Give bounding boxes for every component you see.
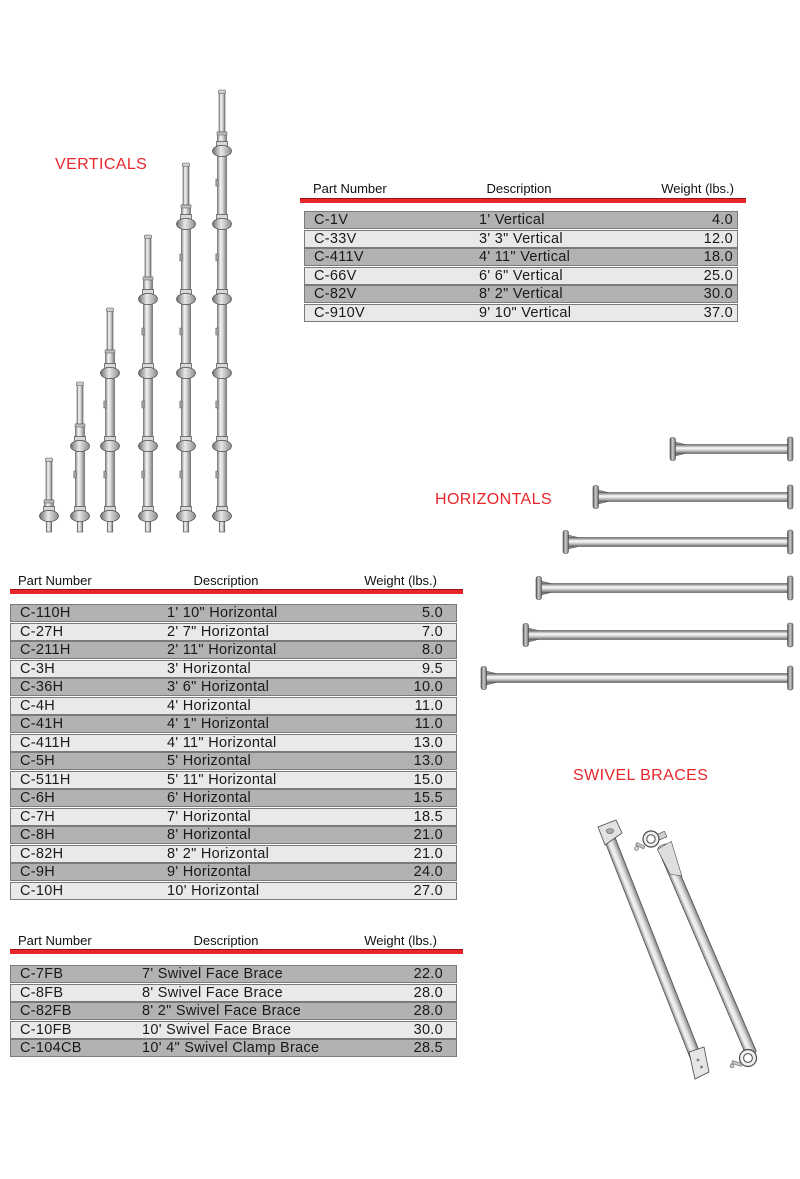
description-cell: 8' Swivel Face Brace bbox=[142, 984, 283, 1001]
description-cell: 9' 10" Vertical bbox=[479, 304, 572, 321]
weight-cell: 8.0 bbox=[421, 642, 443, 658]
part-number-cell: C-104CB bbox=[20, 1040, 82, 1056]
description-cell: 4' 11" Horizontal bbox=[167, 734, 277, 751]
verticals-illustration bbox=[25, 82, 255, 537]
horizontals-table-rows bbox=[10, 604, 457, 900]
description-cell: 3' 3" Vertical bbox=[479, 230, 563, 247]
description-cell: 10' Horizontal bbox=[167, 882, 260, 899]
table-row bbox=[10, 863, 457, 881]
table-row bbox=[10, 965, 457, 983]
weight-cell: 18.0 bbox=[703, 249, 733, 265]
part-number-cell: C-8FB bbox=[20, 984, 64, 1001]
horizontal-bars-group bbox=[481, 437, 793, 690]
weight-cell: 13.0 bbox=[413, 734, 443, 751]
vertical-post bbox=[101, 308, 120, 532]
description-cell: 8' 2" Horizontal bbox=[167, 845, 270, 862]
weight-cell: 28.0 bbox=[413, 984, 443, 1001]
part-number-cell: C-5H bbox=[20, 753, 56, 769]
weight-cell: 7.0 bbox=[421, 623, 443, 640]
vertical-post bbox=[177, 163, 196, 532]
part-number-cell: C-511H bbox=[20, 771, 71, 788]
weight-cell: 4.0 bbox=[711, 212, 733, 228]
part-number-cell: C-66V bbox=[314, 267, 357, 284]
part-number-cell: C-8H bbox=[20, 827, 56, 843]
part-number-cell: C-10FB bbox=[20, 1021, 72, 1038]
part-number-cell: C-411V bbox=[314, 249, 364, 265]
col-header-part: Part Number bbox=[313, 181, 387, 196]
weight-cell: 28.5 bbox=[413, 1040, 443, 1056]
description-cell: 3' Horizontal bbox=[167, 660, 252, 677]
verticals-table-rows bbox=[304, 211, 738, 322]
weight-cell: 22.0 bbox=[413, 966, 443, 982]
part-number-cell: C-82FB bbox=[20, 1003, 72, 1019]
table-row bbox=[10, 604, 457, 622]
weight-cell: 30.0 bbox=[413, 1021, 443, 1038]
description-cell: 5' 11" Horizontal bbox=[167, 771, 277, 788]
horizontal-bar bbox=[563, 530, 793, 554]
table-row bbox=[10, 1021, 457, 1039]
weight-cell: 27.0 bbox=[413, 882, 443, 899]
verticals-table-header bbox=[300, 178, 746, 196]
swivel-braces-section-title: SWIVEL BRACES bbox=[573, 767, 709, 784]
table-row bbox=[10, 808, 457, 826]
weight-cell: 13.0 bbox=[413, 753, 443, 769]
part-number-cell: C-110H bbox=[20, 605, 71, 621]
weight-cell: 12.0 bbox=[703, 230, 733, 247]
swivel-braces-table bbox=[7, 930, 463, 1060]
description-cell: 4' Horizontal bbox=[167, 697, 252, 714]
table-row bbox=[304, 211, 738, 229]
table-row bbox=[304, 285, 738, 303]
horizontals-section-title: HORIZONTALS bbox=[435, 491, 553, 508]
table-row bbox=[304, 267, 738, 285]
table-row bbox=[10, 984, 457, 1002]
description-cell: 6' 6" Vertical bbox=[479, 267, 563, 284]
vertical-post bbox=[71, 382, 90, 532]
description-cell: 2' 11" Horizontal bbox=[167, 642, 277, 658]
weight-cell: 11.0 bbox=[414, 697, 443, 714]
table-row bbox=[304, 230, 738, 248]
weight-cell: 24.0 bbox=[413, 864, 443, 880]
weight-cell: 5.0 bbox=[421, 605, 443, 621]
part-number-cell: C-7FB bbox=[20, 966, 64, 982]
weight-cell: 28.0 bbox=[413, 1003, 443, 1019]
part-number-cell: C-41H bbox=[20, 716, 64, 732]
description-cell: 2' 7" Horizontal bbox=[167, 623, 270, 640]
weight-cell: 25.0 bbox=[703, 267, 733, 284]
horizontals-table-header bbox=[7, 570, 463, 588]
table-row bbox=[10, 826, 457, 844]
weight-cell: 15.5 bbox=[413, 790, 443, 806]
swivel-braces-group bbox=[598, 820, 761, 1079]
part-number-cell: C-4H bbox=[20, 697, 56, 714]
description-cell: 7' Swivel Face Brace bbox=[142, 966, 283, 982]
header-rule bbox=[10, 949, 463, 954]
part-number-cell: C-27H bbox=[20, 623, 64, 640]
part-number-cell: C-9H bbox=[20, 864, 56, 880]
vertical-post bbox=[139, 235, 158, 532]
part-number-cell: C-82V bbox=[314, 286, 357, 302]
part-number-cell: C-6H bbox=[20, 790, 56, 806]
description-cell: 4' 11" Vertical bbox=[479, 249, 571, 265]
swivel-brace bbox=[602, 830, 705, 1070]
weight-cell: 15.0 bbox=[413, 771, 443, 788]
part-number-cell: C-36H bbox=[20, 679, 64, 695]
description-cell: 8' 2" Swivel Face Brace bbox=[142, 1003, 302, 1019]
table-row bbox=[10, 1039, 457, 1057]
table-row bbox=[10, 734, 457, 752]
horizontals-table bbox=[7, 570, 463, 900]
description-cell: 3' 6" Horizontal bbox=[167, 679, 270, 695]
col-header-desc: Description bbox=[193, 573, 259, 588]
part-number-cell: C-3H bbox=[20, 660, 56, 677]
part-number-cell: C-7H bbox=[20, 808, 56, 825]
description-cell: 6' Horizontal bbox=[167, 790, 252, 806]
verticals-section-title: VERTICALS bbox=[55, 156, 148, 173]
table-row bbox=[10, 715, 457, 733]
swivel-braces-table-header bbox=[7, 930, 463, 948]
vertical-post bbox=[213, 90, 232, 532]
horizontal-bar bbox=[593, 485, 793, 509]
verticals-table bbox=[300, 178, 746, 328]
col-header-weight: Weight (lbs.) bbox=[364, 573, 437, 588]
table-row bbox=[304, 304, 738, 322]
col-header-desc: Description bbox=[486, 181, 552, 196]
horizontal-bar bbox=[523, 623, 793, 647]
swivel-braces-table-rows bbox=[10, 965, 457, 1058]
part-number-cell: C-910V bbox=[314, 304, 365, 321]
weight-cell: 37.0 bbox=[703, 304, 733, 321]
description-cell: 8' 2" Vertical bbox=[479, 286, 563, 302]
description-cell: 9' Horizontal bbox=[167, 864, 252, 880]
table-row bbox=[304, 248, 738, 266]
description-cell: 10' 4" Swivel Clamp Brace bbox=[142, 1040, 320, 1056]
description-cell: 1' 10" Horizontal bbox=[167, 605, 278, 621]
weight-cell: 30.0 bbox=[703, 286, 733, 302]
part-number-cell: C-1V bbox=[314, 212, 349, 228]
swivel-brace bbox=[657, 841, 762, 1057]
table-row bbox=[10, 845, 457, 863]
swivel-braces-illustration bbox=[565, 800, 785, 1090]
table-row bbox=[10, 789, 457, 807]
description-cell: 8' Horizontal bbox=[167, 827, 252, 843]
part-number-cell: C-82H bbox=[20, 845, 64, 862]
weight-cell: 18.5 bbox=[413, 808, 443, 825]
col-header-part: Part Number bbox=[18, 933, 92, 948]
part-number-cell: C-211H bbox=[20, 642, 71, 658]
table-row bbox=[10, 882, 457, 900]
table-row bbox=[10, 678, 457, 696]
part-number-cell: C-411H bbox=[20, 734, 71, 751]
col-header-weight: Weight (lbs.) bbox=[364, 933, 437, 948]
horizontal-bar bbox=[670, 437, 793, 461]
weight-cell: 9.5 bbox=[421, 660, 443, 677]
part-number-cell: C-10H bbox=[20, 882, 64, 899]
table-row bbox=[10, 752, 457, 770]
horizontal-bar bbox=[536, 576, 793, 600]
description-cell: 5' Horizontal bbox=[167, 753, 252, 769]
weight-cell: 11.0 bbox=[414, 716, 443, 732]
col-header-part: Part Number bbox=[18, 573, 92, 588]
description-cell: 10' Swivel Face Brace bbox=[142, 1021, 292, 1038]
table-row bbox=[10, 697, 457, 715]
header-rule bbox=[300, 198, 746, 203]
description-cell: 4' 1" Horizontal bbox=[167, 716, 270, 732]
table-row bbox=[10, 623, 457, 641]
col-header-desc: Description bbox=[193, 933, 259, 948]
table-row bbox=[10, 660, 457, 678]
flattened-end bbox=[689, 1047, 709, 1079]
description-cell: 1' Vertical bbox=[479, 212, 545, 228]
horizontal-bar bbox=[481, 666, 793, 690]
table-row bbox=[10, 641, 457, 659]
horizontals-illustration bbox=[455, 432, 795, 694]
vertical-posts-group bbox=[40, 90, 232, 532]
weight-cell: 10.0 bbox=[413, 679, 443, 695]
header-rule bbox=[10, 589, 463, 594]
part-number-cell: C-33V bbox=[314, 230, 357, 247]
description-cell: 7' Horizontal bbox=[167, 808, 252, 825]
vertical-post bbox=[40, 458, 59, 532]
weight-cell: 21.0 bbox=[413, 827, 443, 843]
table-row bbox=[10, 1002, 457, 1020]
weight-cell: 21.0 bbox=[413, 845, 443, 862]
col-header-weight: Weight (lbs.) bbox=[661, 181, 734, 196]
table-row bbox=[10, 771, 457, 789]
